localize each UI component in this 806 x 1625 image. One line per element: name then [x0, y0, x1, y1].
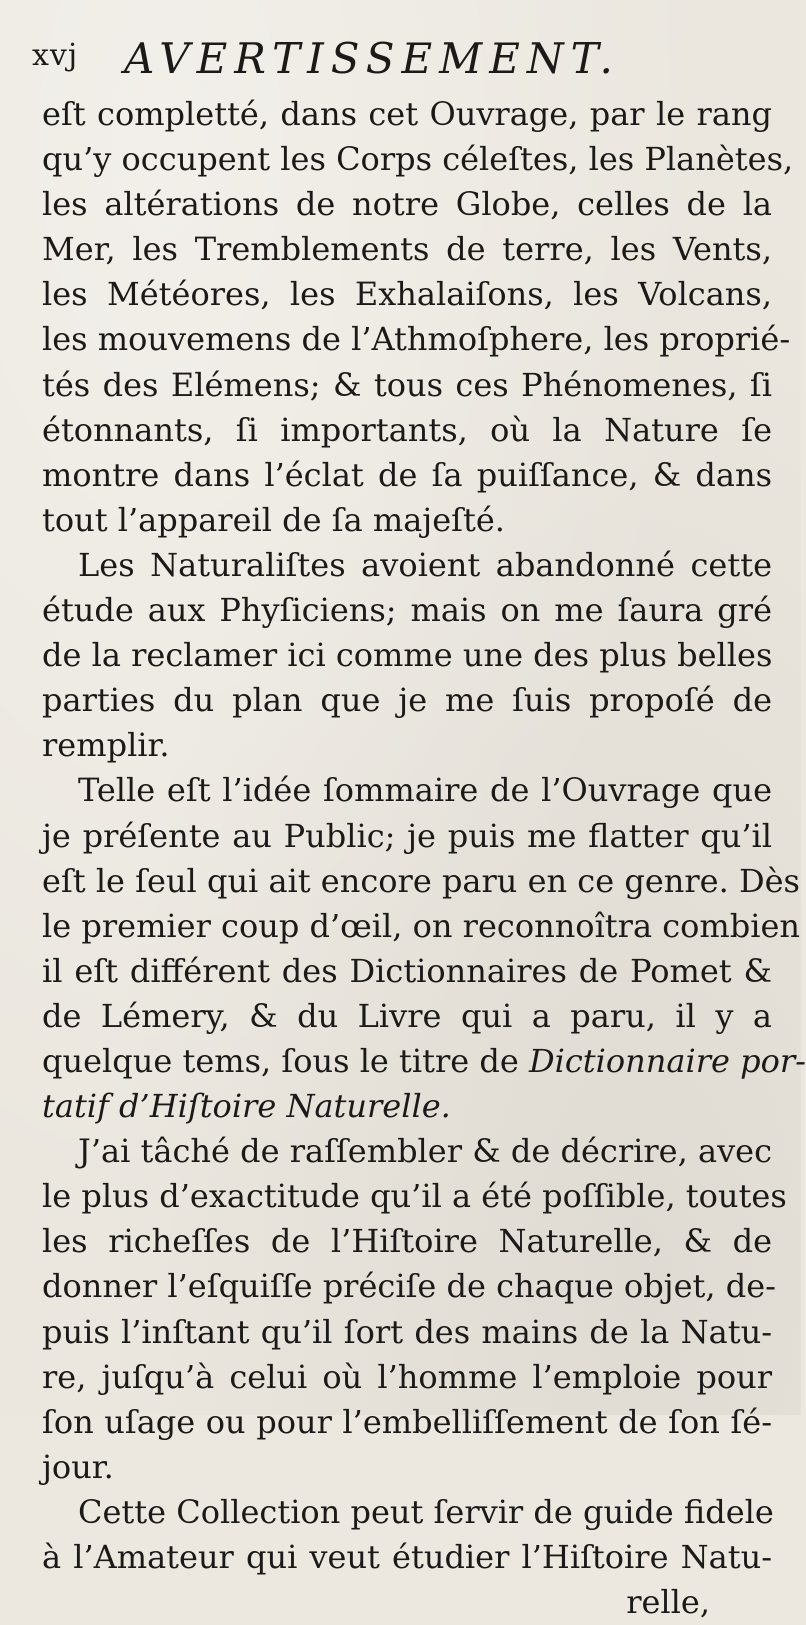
text-line: il eſt différent des Dictionnaires de Pomet & [42, 951, 772, 990]
text-line: parties du plan que je me ſuis propoſé de [42, 681, 772, 720]
text-line: J’ai tâché de raſſembler & de décrire, avec [78, 1132, 772, 1171]
page-number: xvj [32, 38, 79, 73]
text-line: re, juſqu’à celui où l’homme l’emploie pour [42, 1357, 772, 1396]
text-line [42, 1039, 806, 1084]
catchword: relle, [626, 1583, 710, 1622]
page-header [32, 26, 772, 86]
text-line: étonnants, ſi importants, où la Nature ſe [42, 410, 772, 449]
text-line: ſon uſage ou pour l’embelliſſement de ſon ſé- [42, 1402, 772, 1441]
text-line: tés des Elémens; & tous ces Phénomenes, ſi [42, 365, 772, 404]
text-line: Cette Collection peut ſervir de guide fidele [78, 1492, 774, 1531]
text-line: le premier coup d’œil, on reconnoîtra combien [42, 906, 800, 945]
text-line: montre dans l’éclat de ſa puiſſance, & dans [42, 455, 772, 494]
text-line: qu’y occupent les Corps céleſtes, les Planètes, [42, 140, 794, 179]
text-line: les Météores, les Exhalaiſons, les Volcans, [42, 275, 772, 314]
text-line: les mouvemens de l’Athmoſphere, les proprié- [42, 320, 791, 359]
text-line: le plus d’exactitude qu’il a été poſſible, toutes [42, 1177, 787, 1216]
text-line: je préſente au Public; je puis me flatter qu’il [42, 816, 772, 855]
text-line: étude aux Phyſiciens; mais on me ſaura gré [42, 591, 772, 630]
text-line: tout l’appareil de ſa majeſté. [42, 500, 505, 539]
text-line: eſt le ſeul qui ait encore paru en ce genre. Dès [42, 861, 800, 900]
running-head: AVERTISSEMENT. [124, 34, 620, 83]
text-line: de Lémery, & du Livre qui a paru, il y a [42, 996, 772, 1035]
text-line: Les Naturaliſtes avoient abandonné cette [78, 545, 772, 584]
text-line: jour. [42, 1447, 114, 1486]
text-line: puis l’inſtant qu’il ſort des mains de la Natu- [42, 1312, 772, 1351]
text-line: les altérations de notre Globe, celles de la [42, 185, 772, 224]
text-line: à l’Amateur qui veut étudier l’Hiſtoire Natu- [42, 1538, 772, 1576]
text-line: eſt completté, dans cet Ouvrage, par le rang [42, 95, 772, 133]
text-segment: quelque tems, ſous le titre de [42, 1041, 519, 1080]
text-line: remplir. [42, 726, 170, 765]
text-line: de la reclamer ici comme une des plus belles [42, 636, 773, 675]
text-line: Telle eſt l’idée ſommaire de l’Ouvrage que [78, 771, 772, 810]
text-line: Mer, les Tremblements de terre, les Vents, [42, 230, 772, 269]
body-text [42, 92, 806, 1625]
text-line: donner l’eſquiſſe préciſe de chaque objet, de- [42, 1267, 776, 1306]
italic-title: Dictionnaire por- [528, 1041, 806, 1080]
text-line: tatif d’Hiſtoire Naturelle. [42, 1087, 451, 1126]
text-line: les richeſſes de l’Hiſtoire Naturelle, & de [42, 1222, 772, 1261]
